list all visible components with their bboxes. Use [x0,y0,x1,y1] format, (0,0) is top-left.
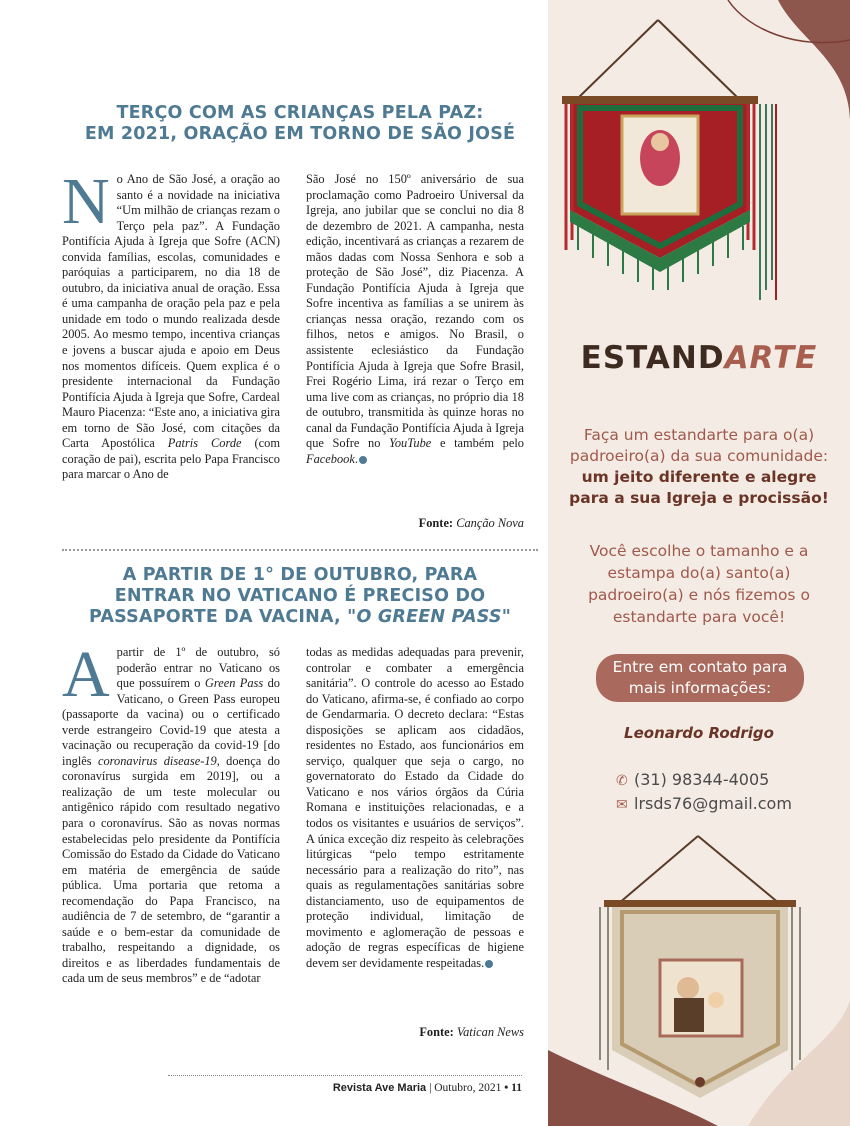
article1-source: Fonte: Canção Nova [418,516,524,530]
contact-cta: Entre em contato para mais informações: [596,654,804,702]
article1-title: TERÇO COM AS CRIANÇAS PELA PAZ: EM 2021, ORAÇÃO EM TORNO DE SÃO JOSÉ [84,103,516,144]
article1-column-2: São José no 150º aniversário de sua proclamação como Padroeiro Universal da Igreja, ano jubilar que se conclui no dia 8 de dezembro de 2021. A campanha, nesta edição, incentivará as crianças a rezarem de mãos dadas com Nossa Senhora e sob a proteção de São José”, diz Piacenza. A Fundação Pontifícia Ajuda à Igreja que Sofre incentiva as famílias a se unirem às crianças nessa oração, rezando com os filhos, netos e amigos. No Brasil, o assistente eclesiástico da Fundação Pontifícia Ajuda à Igreja que Sofre Brasil, Frei Rogério Lima, irá rezar o Terço em uma live com as crianças, no próprio dia 18 de outubro, transmitida às quinze horas no canal da Fundação Pontifícia Ajuda à Igreja que Sofre no YouTube e também pelo Facebook. [306,172,524,466]
banner-image-2 [600,836,800,1098]
article2-source: Fonte: Vatican News [419,1025,524,1039]
ad-brand-title: ESTANDARTE [580,340,818,376]
article2-column-1: Apartir de 1º de outubro, só poderão entrar no Vaticano os que possuírem o Green Pass do Vaticano, o Green Pass europeu (passaporte da vacina) ou o certificado verde estrangeiro Covid-19 que atesta a vacinação ou recuperação da covid-19 [do inglês coronavirus disease-19, doença do coronavírus surgida em 2019], ou a realização de um teste molecular ou antigênico rápido com resultado negativo para o coronavírus. São as novas normas estabelecidas pelo presidente da Pontifícia Comissão do Estado da Cidade do Vaticano em matéria de emergência de saúde pública. Uma portaria que retoma a recomendação do Papa Francisco, na audiência de 7 de setembro, de “garantir a saúde e o bem-estar da comunidade de trabalho, respeitando a dignidade, os direitos e as liberdades fundamentais de cada um de seus membros” e de “adotar [62,638,280,986]
dropcap: A [62,638,110,711]
article2-title: A PARTIR DE 1° DE OUTUBRO, PARA ENTRAR NO VATICANO É PRECISO DO PASSAPORTE DA VACINA, "O GREEN PASS" [88,565,512,627]
ad-pitch: Faça um estandarte para o(a) padroeiro(a) da sua comunidade: um jeito diferente e alegre para a sua Igreja e procissão! [569,426,829,507]
contact-phone: ✆ (31) 98344-4005 [616,770,770,789]
article-divider [62,549,538,551]
phone-icon: ✆ [616,773,628,789]
ad-description: Você escolhe o tamanho e a estampa do(a) santo(a) padroeiro(a) e nós fizemos o estandarte para você! [588,542,810,626]
article2-column-2: todas as medidas adequadas para prevenir, controlar e combater a emergência sanitária”. O controle do acesso ao Estado do Vaticano, afirma-se, é confiado ao corpo de Gendarmaria. O decreto declara: “Estas disposições se aplicam aos cidadãos, residentes no Estado, aos funcionários em serviço, qualquer que seja o cargo, no governatorato do Estado da Cidade do Vaticano e nos vários órgãos da Cúria Romana e instituições relacionadas, e a todos os visitantes e usuários de serviços”. A única exceção diz respeito às celebrações litúrgicas “pelo tempo estritamente necessário para a realização do rito”, nas quais as regulamentações sanitárias sobre distanciamento, uso de equipamentos de proteção individual, limitação de movimento e aglomeração de pessoas e adoção de regras específicas de higiene devem ser devidamente respeitadas. [306,645,524,970]
end-mark-icon [485,960,493,968]
corner-swirl-top [778,0,850,120]
footer-rule [168,1075,522,1076]
estandarte-advertisement [548,0,850,1126]
contact-name: Leonardo Rodrigo [624,724,774,742]
dropcap: N [62,165,110,238]
end-mark-icon [359,456,367,464]
contact-email: ✉ lrsds76@gmail.com [616,794,792,813]
banner-image-1 [562,20,776,300]
page-footer: Revista Ave Maria | Outubro, 2021 • 11 [332,1082,522,1094]
envelope-icon: ✉ [616,797,628,813]
article1-column-1: No Ano de São José, a oração ao santo é a novidade na iniciativa “Um milhão de crianças rezam o Terço pela paz”. A Fundação Pontifícia Ajuda à Igreja que Sofre (ACN) convida famílias, escolas, comunidades e paróquias a participarem, no dia 18 de outubro, da iniciativa anual de oração. Essa é uma campanha de oração pela paz e pela unidade em todo o mundo realizada desde 2005. Ao mesmo tempo, incentiva crianças e jovens a buscar ajuda e apoio em Deus nos momentos difíceis. Quem explica é o presidente internacional da Fundação Pontifícia Ajuda à Igreja que Sofre, Cardeal Mauro Piacenza: “Este ano, a iniciativa gira em torno de São José, com citações da Carta Apostólica Patris Corde (com coração de pai), escrita pelo Papa Francisco para marcar o Ano de [62,165,280,482]
